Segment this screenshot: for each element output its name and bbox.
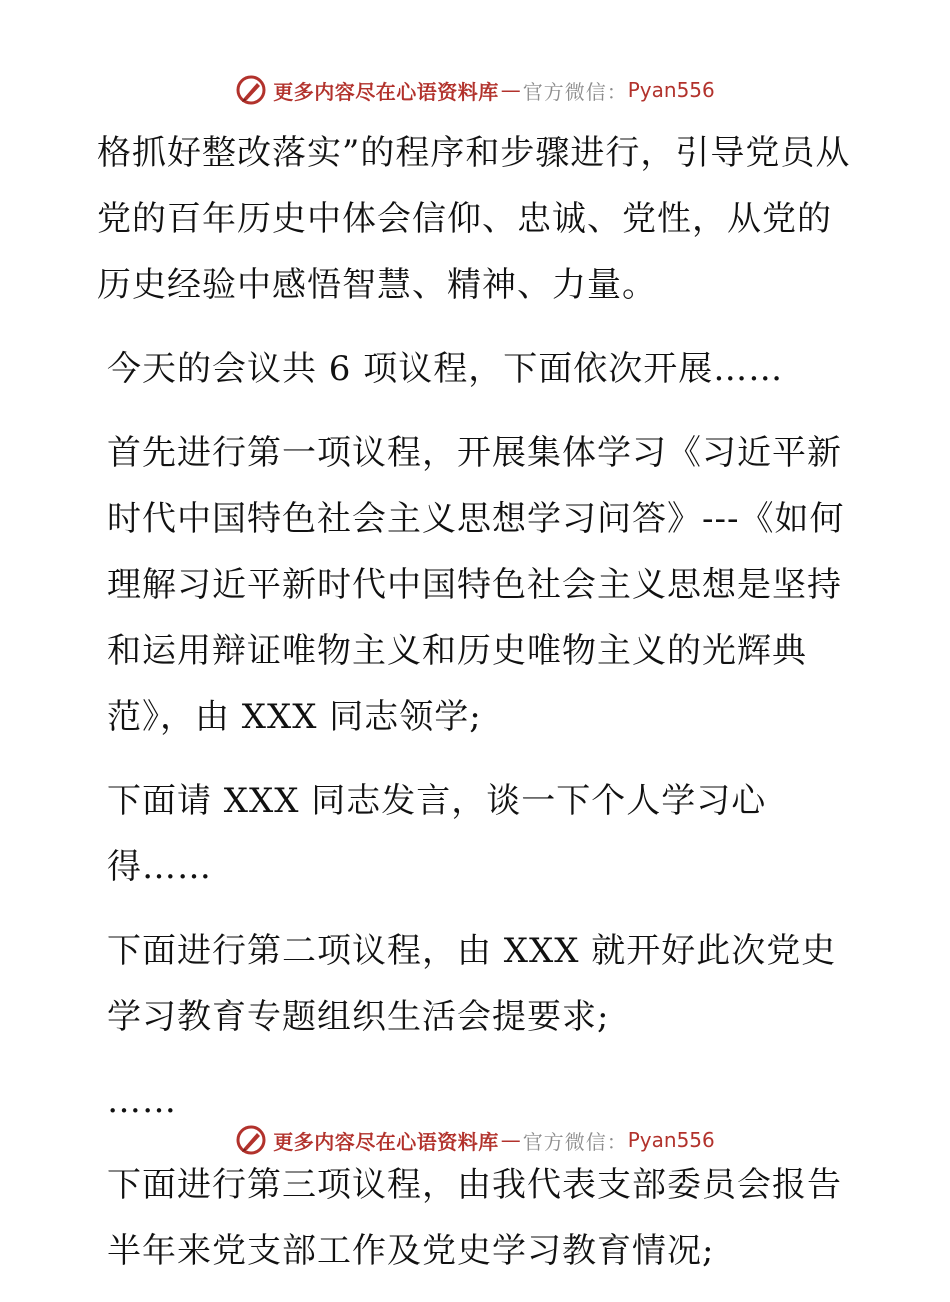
footer-watermark-banner xyxy=(0,1120,950,1160)
banner-lead-text: 更多内容尽在心语资料库 xyxy=(273,1129,499,1154)
paragraph-6: …… xyxy=(107,1081,177,1121)
paragraph-3: 首先进行第一项议程，开展集体学习《习近平新时代中国特色社会主义思想学习问答》---《如何理解习近平新时代中国特色社会主义思想是坚持和运用辩证唯物主义和历史唯物主义的光辉典范》，由 XXX 同志领学; xyxy=(107,433,845,737)
banner-wechat-label: 官方微信： xyxy=(522,1129,628,1154)
paragraph-4: 下面请 XXX 同志发言，谈一下个人学习心得…… xyxy=(107,781,767,887)
banner-separator: — xyxy=(500,1128,521,1152)
banner-wechat-id: Pyan556 xyxy=(627,1128,715,1152)
banner-wechat-id: Pyan556 xyxy=(627,78,715,102)
paragraph-7: 下面进行第三项议程，由我代表支部委员会报告半年来党支部工作及党史学习教育情况; xyxy=(107,1165,842,1271)
banner-separator: — xyxy=(500,78,521,102)
quill-pen-logo-icon xyxy=(235,1124,267,1156)
banner-lead-text: 更多内容尽在心语资料库 xyxy=(273,79,499,104)
header-watermark-banner xyxy=(0,70,950,110)
paragraph-1: 格抓好整改落实”的程序和步骤进行，引导党员从党的百年历史中体会信仰、忠诚、党性，从党的历史经验中感悟智慧、精神、力量。 xyxy=(97,133,851,305)
banner-wechat-label: 官方微信： xyxy=(522,79,628,104)
paragraph-5: 下面进行第二项议程，由 XXX 就开好此次党史学习教育专题组织生活会提要求; xyxy=(107,931,837,1037)
quill-pen-logo-icon xyxy=(235,74,267,106)
paragraph-2: 今天的会议共 6 项议程，下面依次开展…… xyxy=(107,349,784,389)
